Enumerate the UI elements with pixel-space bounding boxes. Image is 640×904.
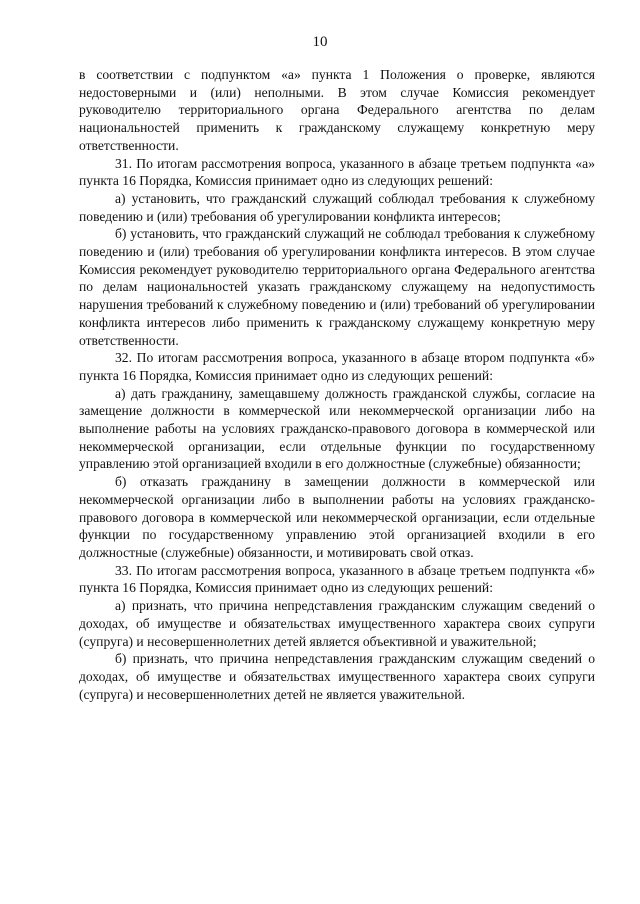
document-body	[79, 66, 595, 703]
paragraph-item-32-a: а) дать гражданину, замещавшему должность гражданской службы, согласие на замещение должности в коммерческой или некоммерческой организации либо на выполнение работы на условиях гражданско-правового договора в коммерческой или некоммерческой организации, если отдельные функции по государственному управлению этой организацией входили в его должностные (служебные) обязанности;	[79, 385, 595, 472]
paragraph-item-32-b: б) отказать гражданину в замещении должности в коммерческой или некоммерческой организации либо в выполнении работы на условиях гражданско-правового договора в коммерческой или некоммерческой организации, если отдельные функции по государственному управлению этой организацией входили в его должностные (служебные) обязанности, и мотивировать свой отказ.	[79, 474, 595, 560]
paragraph-item-31-a: а) установить, что гражданский служащий соблюдал требования к служебному поведению и (или) требования об урегулировании конфликта интересов;	[79, 190, 595, 224]
paragraph-continuation: в соответствии с подпунктом «а» пункта 1 Положения о проверке, являются недостоверными и (или) неполными. В этом случае Комиссия рекомендует руководителю территориального органа Федерального агентства по делам национальностей применить к гражданскому служащему конкретную меру ответственности.	[79, 67, 595, 153]
paragraph-item-31-b: б) установить, что гражданский служащий не соблюдал требования к служебному поведению и (или) требования об урегулировании конфликта интересов. В этом случае Комиссия рекомендует руководителю территориального органа Федерального агентства по делам национальностей указать гражданскому служащему на недопустимость нарушения требований к служебному поведению и (или) требований об урегулировании конфликта интересов либо применить к гражданскому служащему конкретную меру ответственности.	[79, 226, 595, 348]
paragraph-item-33-b: б) признать, что причина непредставления гражданским служащим сведений о доходах, об имуществе и обязательствах имущественного характера своих супруги (супруга) и несовершеннолетних детей не является уважительной.	[79, 651, 595, 702]
paragraph-item-32: 32. По итогам рассмотрения вопроса, указанного в абзаце втором подпункта «б» пункта 16 Порядка, Комиссия принимает одно из следующих решений:	[79, 350, 595, 383]
page-number: 10	[312, 34, 328, 50]
paragraph-item-33-a: а) признать, что причина непредставления гражданским служащим сведений о доходах, об имуществе и обязательствах имущественного характера своих супруги (супруга) и несовершеннолетних детей является объективной и уважительной;	[79, 598, 595, 649]
paragraph-item-33: 33. По итогам рассмотрения вопроса, указанного в абзаце третьем подпункта «б» пункта 16 Порядка, Комиссия принимает одно из следующих решений:	[79, 562, 595, 596]
paragraph-item-31: 31. По итогам рассмотрения вопроса, указанного в абзаце третьем подпункта «а» пункта 16 Порядка, Комиссия принимает одно из следующих решений:	[79, 155, 595, 189]
